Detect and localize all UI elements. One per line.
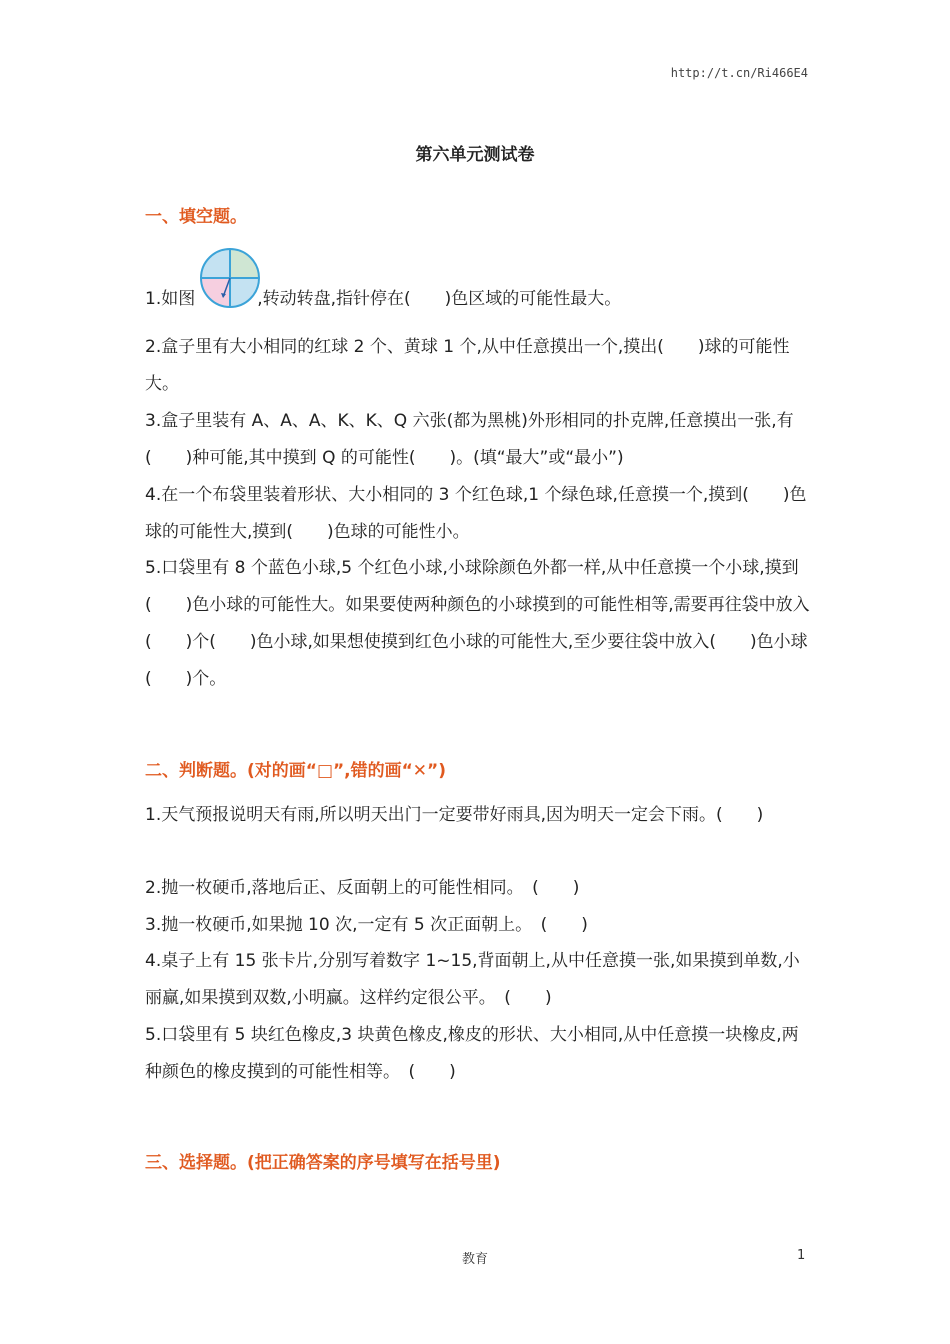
judge-question-3: 3.抛一枚硬币,如果抛 10 次,一定有 5 次正面朝上。 ( ) — [145, 915, 588, 935]
page-title: 第六单元测试卷 — [415, 145, 535, 165]
footer-label: 教育 — [461, 1252, 488, 1267]
page-number: 1 — [797, 1248, 806, 1263]
fill-question-3: 3.盒子里装有 A、A、A、K、K、Q 六张(都为黑桃)外形相同的扑克牌,任意摸出一张,有( )种可能,其中摸到 Q 的可能性( )。(填“最大”或“最小”) — [145, 411, 794, 468]
source-url: http://t.cn/Ri466E4 — [670, 66, 808, 80]
section-multiple-choice-heading: 三、选择题。(把正确答案的序号填写在括号里) — [145, 1153, 501, 1173]
fill-question-4: 4.在一个布袋里装着形状、大小相同的 3 个红色球,1 个绿色球,任意摸一个,摸到( )色球的可能性大,摸到( )色球的可能性小。 — [145, 485, 807, 542]
fill-question-2: 2.盒子里有大小相同的红球 2 个、黄球 1 个,从中任意摸出一个,摸出( )球的可能性大。 — [145, 337, 790, 394]
fill-question-1-prefix: 1.如图 — [145, 289, 196, 309]
section-true-false-heading: 二、判断题。(对的画“□”,错的画“✕”) — [145, 761, 446, 781]
judge-question-5: 5.口袋里有 5 块红色橡皮,3 块黄色橡皮,橡皮的形状、大小相同,从中任意摸一块橡皮,两种颜色的橡皮摸到的可能性相等。 ( ) — [145, 1025, 799, 1082]
spinner-icon — [199, 247, 261, 309]
fill-question-5: 5.口袋里有 8 个蓝色小球,5 个红色小球,小球除颜色外都一样,从中任意摸一个小球,摸到( )色小球的可能性大。如果要使两种颜色的小球摸到的可能性相等,需要再往袋中放入( )个( )色小球,如果想使摸到红色小球的可能性大,至少要往袋中放入( )色小球( )个。 — [145, 558, 810, 689]
judge-question-2: 2.抛一枚硬币,落地后正、反面朝上的可能性相同。 ( ) — [145, 878, 580, 898]
section-fill-in-heading: 一、填空题。 — [145, 207, 247, 227]
judge-question-4: 4.桌子上有 15 张卡片,分别写着数字 1~15,背面朝上,从中任意摸一张,如果摸到单数,小丽赢,如果摸到双数,小明赢。这样约定很公平。 ( ) — [145, 951, 800, 1008]
judge-question-1: 1.天气预报说明天有雨,所以明天出门一定要带好雨具,因为明天一定会下雨。( ) — [145, 805, 764, 825]
fill-question-1-text: ,转动转盘,指针停在( )色区域的可能性最大。 — [257, 289, 622, 309]
